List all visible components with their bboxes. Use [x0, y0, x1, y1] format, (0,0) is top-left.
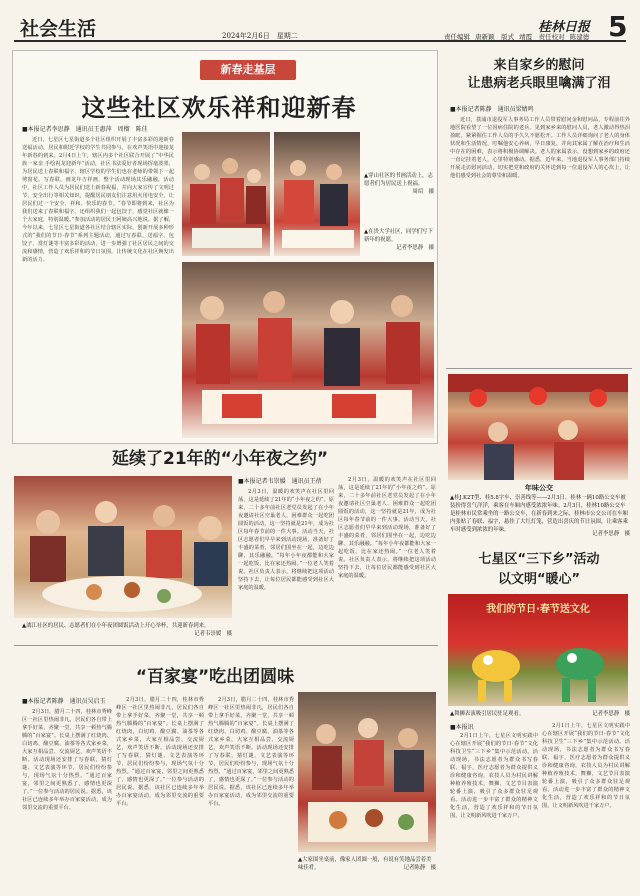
photo-lion-dance — [448, 594, 628, 706]
photo-writing-couplets — [182, 262, 434, 438]
page-header — [14, 8, 626, 42]
byline-feast: ■本报记者陈静 通讯员吴启玉 — [22, 698, 106, 705]
photo-credit-bus: 记者李思静 摄 — [592, 531, 630, 537]
headline-hundred-family-feast: “百家宴”吃出团圆味 — [135, 667, 295, 687]
photo-new-year-bus — [448, 374, 628, 480]
staff-credits: 责任编辑 唐新颖 版式 靖霞 责任校对 陈建德 — [444, 33, 590, 41]
byline-three-to-countryside: ■本报讯 — [450, 724, 474, 731]
article-body-dinner: 2月3日，温暖的欢笑声在社区里回荡，这是延续了21年的“小年夜之约”。原来，二十多年前社区老党员发起了在小年夜邀请社区空巢老人、困难群众一起吃团圆饭的活动，这一坚持就是21年，成为社区每年春节前的一件大事。活动当天，社区志愿者们早早来到活动现场，准备好了丰盛的菜肴，邻居们围坐在一起，边吃边聊，其乐融融。“每年小年夜都能和大家一起吃饭，比在家还热闹。”一位老人笑着说。社区负责人表示，将继续把这项活动坚持下去，让每位居民都能感受到社区大家庭的温暖。 — [238, 489, 334, 591]
photo-feast-table — [298, 692, 436, 852]
photo-figures — [182, 132, 270, 256]
article-body-veteran: 近日，荔浦市退役军人事务局工作人员带着慰问金和慰问品，专程前往外地医院看望了一位因病住院的老兵。见到家乡来的慰问人员，老人激动得热泪盈眶，紧紧握住工作人员的手久久不愿松开。工作人员详细询问了老人的身体状况和生活情况，叮嘱他安心养病，早日康复，并向其家属了解在治疗和生活中存在的困难，表示将积极协调解决。老人的家属表示，没想到家乡的政府还一直记挂着老人，心里特别感动。据悉，近年来，当地退役军人事务部门持续开展走访慰问活动，切实把党和政府的关怀送到每一位退役军人的心坎上，让他们感受到社会的尊崇和温暖。 — [450, 117, 630, 179]
divider-right — [446, 368, 632, 369]
article-body-feast-2: 2月3日，腊月二十四，桂林市秀峰区一社区里热闹非凡，居民们各自带上拿手好菜，齐聚一堂，共享一顿热气腾腾的“百家宴”。长桌上摆满了红烧肉、白切鸡、酿豆腐、油茶等各式家乡菜，大家互相品尝、交流厨艺，欢声笑语不断。活动现场还安排了写春联、猜灯谜、文艺表演等环节，居民们纷纷参与，现场气氛十分热烈。“通过百家宴，邻里之间更熟悉了，感情也更深了。”一位参与活动的居民说。据悉，该社区已连续多年举办百家宴活动，成为邻里交流的重要平台。 — [116, 697, 204, 807]
article-body-dinner-2: 2月3日，温暖的欢笑声在社区里回荡，这是延续了21年的“小年夜之约”。原来，二十多年前社区老党员发起了在小年夜邀请社区空巢老人、困难群众一起吃团圆饭的活动，这一坚持就是21年，成为社区每年春节前的一件大事。活动当天，社区志愿者们早早来到活动现场，准备好了丰盛的菜肴，邻居们围坐在一起，边吃边聊，其乐融融。“每年小年夜都能和大家一起吃饭，比在家还热闹。”一位老人笑着说。社区负责人表示，将继续把这项活动坚持下去，让每位居民都能感受到社区大家庭的温暖。 — [338, 477, 436, 579]
byline-icon: ■ — [450, 106, 456, 113]
column-stamp: 新春走基层 — [200, 60, 296, 80]
article-body-feast-3: 2月3日，腊月二十四，桂林市秀峰区一社区里热闹非凡，居民们各自带上拿手好菜，齐聚一堂，共享一顿热气腾腾的“百家宴”。长桌上摆满了红烧肉、白切鸡、酿豆腐、油茶等各式家乡菜，大家互相品尝、交流厨艺，欢声笑语不断。活动现场还安排了写春联、猜灯谜、文艺表演等环节，居民们纷纷参与，现场气氛十分热烈。“通过百家宴，邻里之间更熟悉了，感情也更深了。”一位参与活动的居民说。据悉，该社区已连续多年举办百家宴活动，成为邻里交流的重要平台。 — [208, 697, 294, 807]
issue-date: 2024年2月6日 星期二 — [222, 32, 298, 40]
photo-figures-5 — [298, 692, 436, 852]
photo-calligraphy-crowd — [182, 132, 270, 256]
headline-three-to-countryside-line1: 七星区“三下乡”活动 — [478, 552, 600, 567]
headline-new-year-eve: 延续了21年的“小年夜之约” — [111, 449, 328, 469]
headline-veteran-line2: 让患病老兵眼里噙满了泪 — [467, 76, 611, 91]
photo-caption-lion: ▲舞狮表演吸引居民驻足观看。 记者李思静 摄 — [450, 711, 630, 717]
section-title: 社会生活 — [20, 18, 97, 40]
banner-text: 我们的节日·春节送文化 — [486, 604, 590, 615]
byline-veteran: ■本报记者陈静 通讯员梁婧鸣 — [450, 106, 534, 113]
photo-students-calligraphy — [274, 132, 360, 256]
byline-icon: ■ — [22, 126, 28, 133]
photo-title-bus: 年味公交 — [525, 483, 553, 492]
photo-figures-2 — [274, 132, 360, 256]
photo-bus-decoration — [448, 374, 628, 480]
divider — [14, 645, 438, 646]
byline-icon: ■ — [450, 724, 456, 731]
photo-caption-feast: ▲大家围坐桌前，像家人团圆一般，有说有笑地品尝着美味佳肴。 记者陈静 摄 — [298, 857, 436, 871]
headline-three-to-countryside-line2: 以文明“暖心” — [497, 572, 581, 587]
photo-caption-top: ▲穿山社区的书画活动上，志愿者们为居民送上祝福。 周绍 摄 — [364, 173, 434, 195]
photo-reunion-dinner — [14, 476, 232, 618]
article-body-three-to-countryside: 2月1日上午，七星区文明实践中心在辖区开展“我们的节日·春节”文化科技卫生“三下乡”集中示范活动。活动现场，书法志愿者为群众书写春联、福字，医疗志愿者为群众提供义诊和健康咨询，农技人员为村民讲解种植养殖技术，舞狮、文艺节目表演轮番上演，吸引了众多群众驻足观看。活动进一步丰富了群众的精神文化生活，营造了欢乐祥和的节日氛围，让文明新风吹进千家万户。 — [450, 733, 538, 819]
byline-icon: ■ — [238, 478, 244, 485]
newspaper-logo: 桂林日报 — [538, 20, 591, 35]
photo-figures-4 — [14, 476, 232, 618]
page-number: 5 — [608, 10, 628, 43]
article-body-three-to-countryside-2: 2月1日上午，七星区文明实践中心在辖区开展“我们的节日·春节”文化科技卫生“三下乡”集中示范活动。活动现场，书法志愿者为群众书写春联、福字，医疗志愿者为群众提供义诊和健康咨询，农技人员为村民讲解种植养殖技术，舞狮、文艺节目表演轮番上演，吸引了众多群众驻足观看。活动进一步丰富了群众的精神文化生活，营造了欢乐祥和的节日氛围，让文明新风吹进千家万户。 — [542, 723, 630, 809]
article-body: 近日，七星区七星街道多个社区组织开展了丰富多彩的迎新春送福活动，居民和附近学校的学生共同参与，在欢声笑语中迎接龙年新春的到来。2月4日上午，辖区内多个社区联合开展了“中华民族一家亲 手绘祝龙迎新年”活动，社区书法爱好者现场挥毫泼墨，为居民送上春联和福字，辖区学校的学生们也在老师的带领下一起剪窗花、写春联、画龙年吉祥画，整个活动现场其乐融融。活动中，社区工作人员为居民们送上新春祝福，并向大家宣传了文明过节、安全出行等相关知识，提醒居民朋友们注意用火用电安全，让居民们过一个安全、祥和、快乐的春节。“春节即将到来，社区为我们送来了春联和福字，还组织我们一起包饺子，感觉社区就像一个大家庭，特别温暖。”参加活动的居民王阿姨高兴地说。据了解，今年以来，七星区七星街道各社区结合辖区实际，创新开展多种形式的“我们的节日·春节”系列主题活动，通过写春联、送福字、包饺子、赏灯谜等丰富多彩的活动，进一步增强了社区居民之间的交流和感情，营造了欢乐祥和的节日氛围，让传统文化在社区焕发出新的活力。 — [22, 137, 174, 263]
headline-veteran-line1: 来自家乡的慰问 — [493, 58, 585, 73]
photo-caption-mid: ▲在贵大学社区，同学们写下新年的祝愿。 记者李思静 摄 — [364, 229, 434, 251]
photo-caption-bus: ▲桂J.K2T型、桂5.8字车、崇善线等——2月3日，桂林一辆10路公交车被装扮得喜气洋洋，乘客在车厢内感受浓浓年味。2月3日，桂林10路公交车是桂林市民常乘坐的一路公交车，在新春到来之际，桂林市公交公司在车厢内张贴了春联、福字，悬挂了大红灯笼，营造出喜庆的节日氛围，让乘客乘车时感受到浓浓的年味。 — [450, 495, 628, 533]
byline-icon: ■ — [22, 698, 28, 705]
article-body-feast: 2月3日，腊月二十四，桂林市秀峰区一社区里热闹非凡，居民们各自带上拿手好菜，齐聚一堂，共享一顿热气腾腾的“百家宴”。长桌上摆满了红烧肉、白切鸡、酿豆腐、油茶等各式家乡菜，大家互相品尝、交流厨艺，欢声笑语不断。活动现场还安排了写春联、猜灯谜、文艺表演等环节，居民们纷纷参与，现场气氛十分热烈。“通过百家宴，邻里之间更熟悉了，感情也更深了。”一位参与活动的居民说。据悉，该社区已连续多年举办百家宴活动，成为邻里交流的重要平台。 — [22, 709, 112, 811]
byline-dinner: ■本报记者韦崇媛 通讯员王蓓 — [238, 478, 322, 485]
headline-community: 这些社区欢乐祥和迎新春 — [81, 94, 357, 122]
photo-caption-dinner: ▲漓江社区的居民、志愿者们在小年夜团圆饭活动上开心举杯，共迎新春到来。 记者韦崇媛 摄 — [22, 623, 232, 637]
byline: ■本报记者李思静 通讯员王惠萍 周榴 陈佳 — [22, 126, 148, 133]
photo-figures-3 — [182, 262, 434, 438]
